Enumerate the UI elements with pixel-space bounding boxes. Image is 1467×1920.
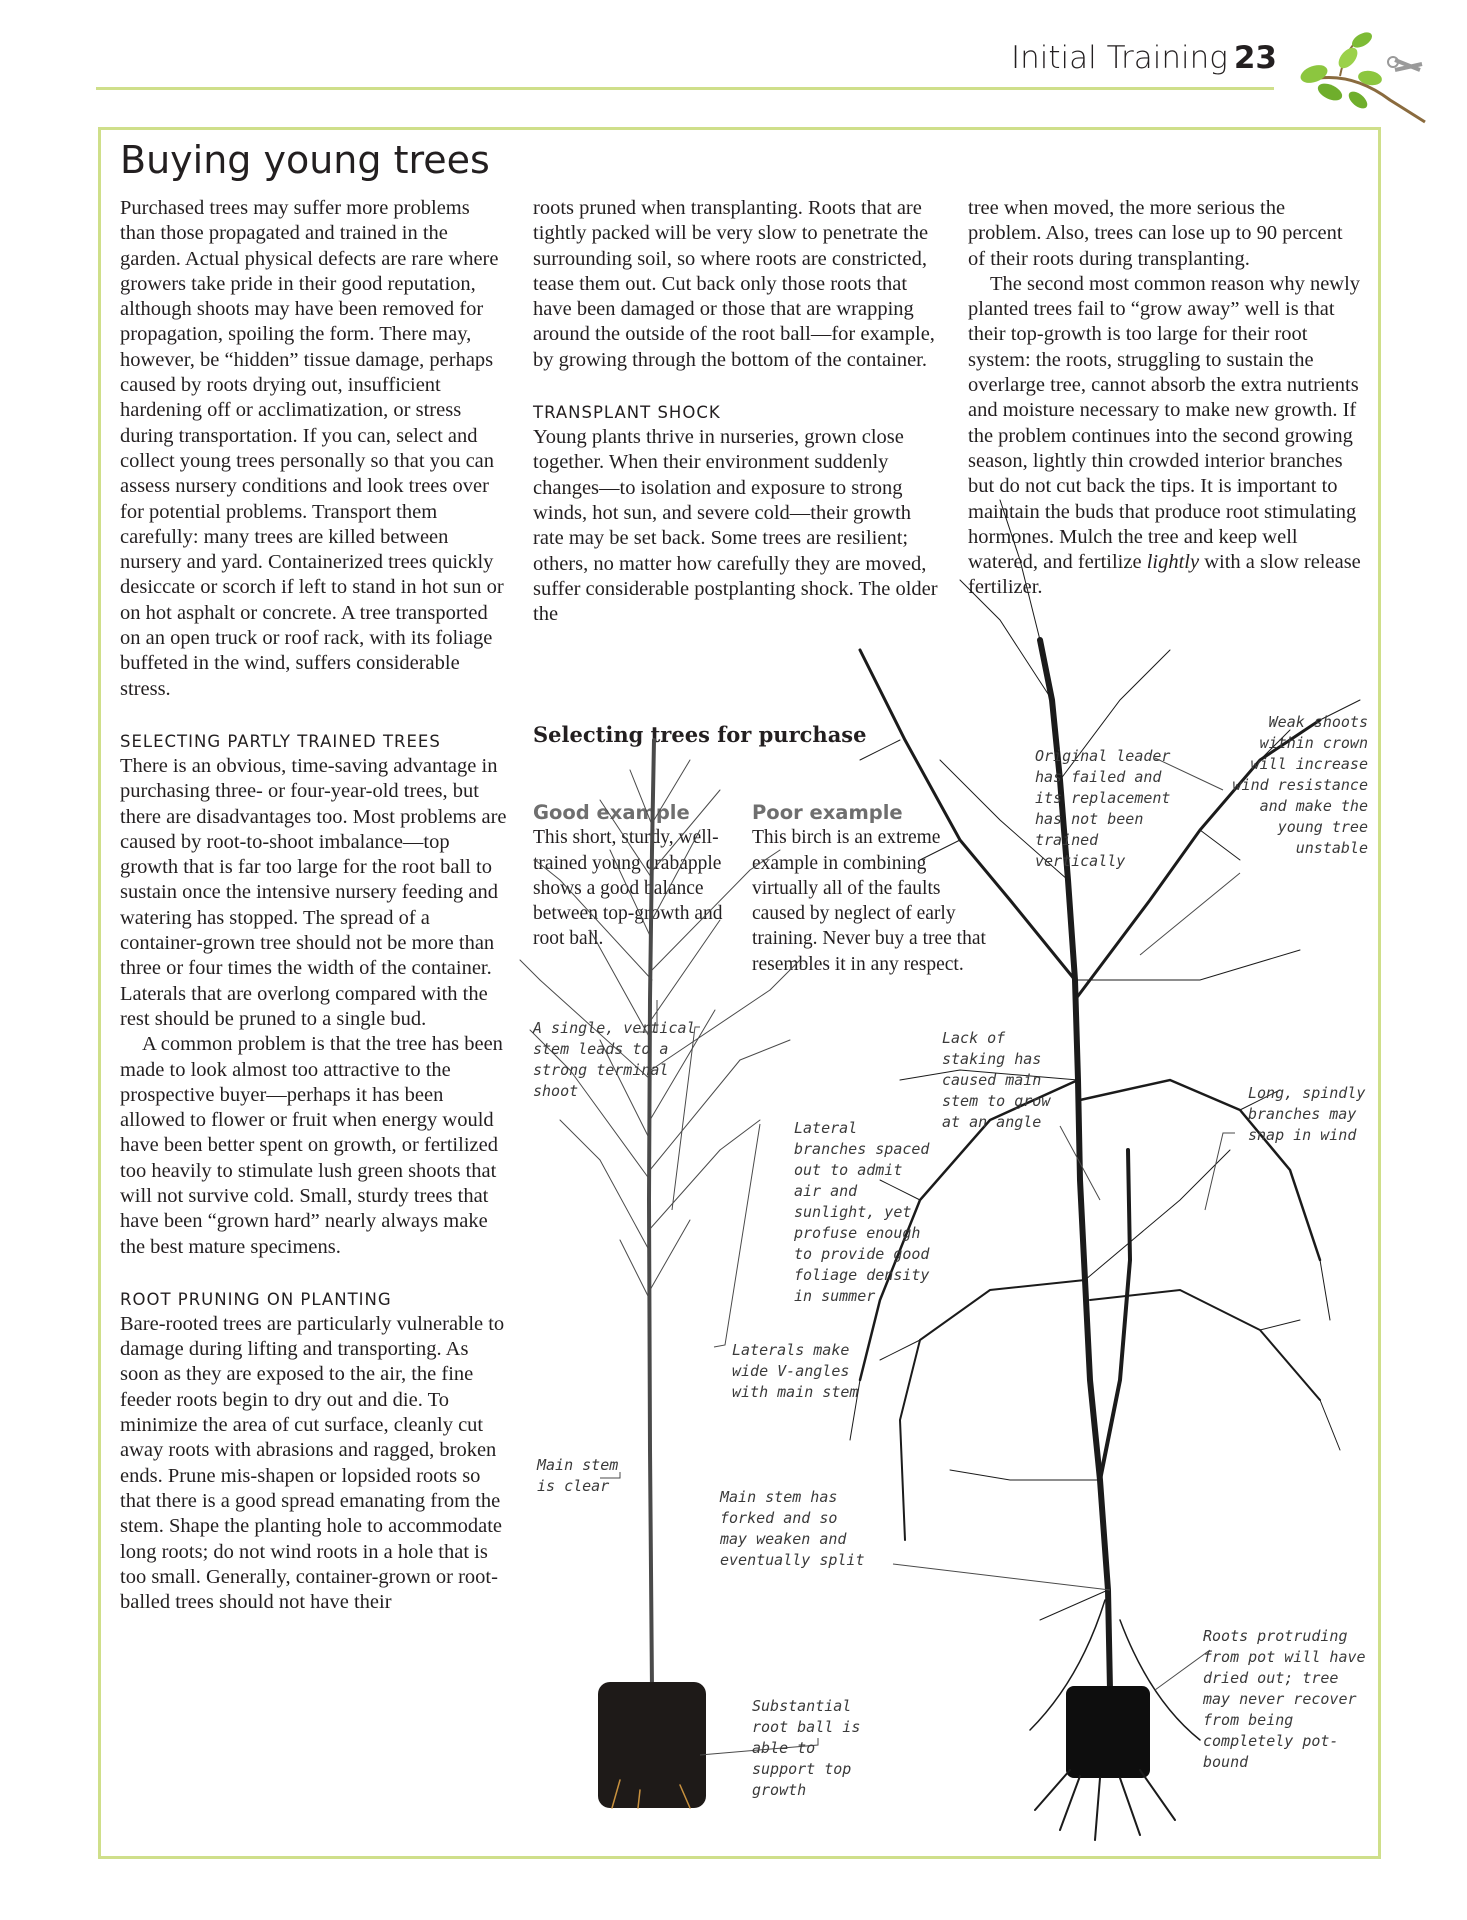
caption-forked: Main stem has forked and so may weaken and eventually split [720, 1488, 865, 1569]
caption-weak-shoots: Weak shoots within crown will increase wind resistance and make the young tree unstable [1232, 713, 1368, 857]
poor-example-title: Poor example [752, 801, 903, 824]
caption-root-ball: Substantial root ball is able to support top growth [752, 1697, 861, 1799]
subheading-transplant-shock: TRANSPLANT SHOCK [533, 403, 721, 423]
page-number: 23 [1233, 40, 1277, 76]
subheading-root-pruning: ROOT PRUNING ON PLANTING [120, 1289, 392, 1309]
paragraph: The second most common reason why newly planted trees fail to “grow away” well is that their top-growth is too large for their root system: the roots, struggling to sustain the overlarge tree, cannot absorb the extra nutrients and moisture necessary to make new growth. If the problem continues into the second growing season, lightly thin crowded interior branches but do not cut back the tips. It is important to maintain the buds that produce root stimulating hormones. Mulch the tree and keep well watered, and fertilize lightly with a slow release fertilizer. [968, 272, 1361, 599]
caption-single-vertical: A single, vertical stem leads to a strong terminal shoot [533, 1019, 696, 1100]
caption-original-leader: Original leader has failed and its replacement has not been trained vertically [1035, 747, 1171, 870]
caption-laterals-v: Laterals make wide V-angles with main stem [732, 1341, 859, 1401]
paragraph: roots pruned when transplanting. Roots that are tightly packed will be very slow to penetrate the surrounding soil, so where roots are constricted, tease them out. Cut back only those roots that have been damaged or those that are wrapping around the outside of the root ball—for example, by growing through the bottom of the container. [533, 197, 935, 371]
paragraph: Purchased trees may suffer more problems than those propagated and trained in the garden. Actual physical defects are rare where growers take pride in their good reputation, although shoots may have been removed for propagation, spoiling the form. There may, however, be “hidden” tissue damage, perhaps caused by roots drying out, insufficient hardening off or acclimatization, or stress during transportation. If you can, select and collect young trees personally so that you can assess nursery conditions and look trees over for potential problems. Transport them carefully: many trees are killed between nursery and yard. Containerized trees quickly desiccate or scorch if left to stand in hot sun or on hot asphalt or concrete. A tree transported on an open truck or roof rack, with its foliage buffeted in the wind, suffers considerable stress. [120, 197, 504, 700]
paragraph: There is an obvious, time-saving advantage in purchasing three- or four-year-old trees, but there are disadvantages too. Most problems are caused by root-to-shoot imbalance—top growth that is far too large for the root ball to sustain once the intensive nursery feeding and watering has stopped. The spread of a container-grown tree should not be more than three or four times the width of the container. Laterals that are overlong compared with the rest should be pruned to a single bud. [120, 754, 507, 1030]
caption-roots-protruding: Roots protruding from pot will have dried out; tree may never recover from being completely pot-bound [1203, 1627, 1366, 1771]
subheading-partly-trained: SELECTING PARTLY TRAINED TREES [120, 731, 441, 751]
section-title: Initial Training [1010, 40, 1228, 76]
paragraph: A common problem is that the tree has been made to look almost too attractive to the prospective buyer—perhaps it has been allowed to flower or fruit when energy would have been better spent on growth, or fertilized too heavily to stimulate lush green shoots that will not survive cold. Small, sturdy trees that have been “grown hard” nearly always make the best mature specimens. [120, 1033, 503, 1258]
good-tree-illustration [520, 740, 800, 1808]
caption-main-stem-clear: Main stem is clear [537, 1456, 619, 1495]
paragraph: Bare-rooted trees are particularly vulnerable to damage during lifting and transporting. As soon as they are exposed to the air, the fine feeder roots begin to dry out and die. To minimize the area of cut surface, cleanly cut away roots with abrasions and ragged, broken ends. Prune mis-shapen or lopsided roots so that there is a good spread emanating from the stem. Shape the planting hole to accommodate long roots; do not wind roots in a hole that is too small. Generally, container-grown or root-balled trees should not have their [120, 1312, 505, 1614]
good-example-title: Good example [533, 801, 690, 824]
page-title: Buying young trees [120, 138, 490, 182]
good-example-text: This short, sturdy, well-trained young crabapple shows a good balance between top-growth and root ball. [533, 827, 723, 950]
caption-lateral-branches: Lateral branches spaced out to admit air and sunlight, yet profuse enough to provide good foliage density in summer [794, 1119, 930, 1305]
selecting-heading: Selecting trees for purchase [533, 722, 867, 747]
paragraph: tree when moved, the more serious the problem. Also, trees can lose up to 90 percent of their roots during transplanting. [968, 197, 1343, 270]
paragraph: Young plants thrive in nurseries, grown close together. When their environment suddenly changes—to isolation and exposure to strong winds, hot sun, and severe cold—their growth rate may be set back. Some trees are resilient; others, no matter how carefully they are moved, suffer considerable postplanting shock. The older the [533, 426, 938, 626]
caption-spindly-branches: Long, spindly branches may snap in wind [1248, 1084, 1366, 1144]
caption-lack-staking: Lack of staking has caused main stem to grow at an angle [942, 1029, 1051, 1131]
poor-example-text: This birch is an extreme example in combining virtually all of the faults caused by neglect of early training. Never buy a tree that resembles it in any respect. [752, 827, 986, 975]
